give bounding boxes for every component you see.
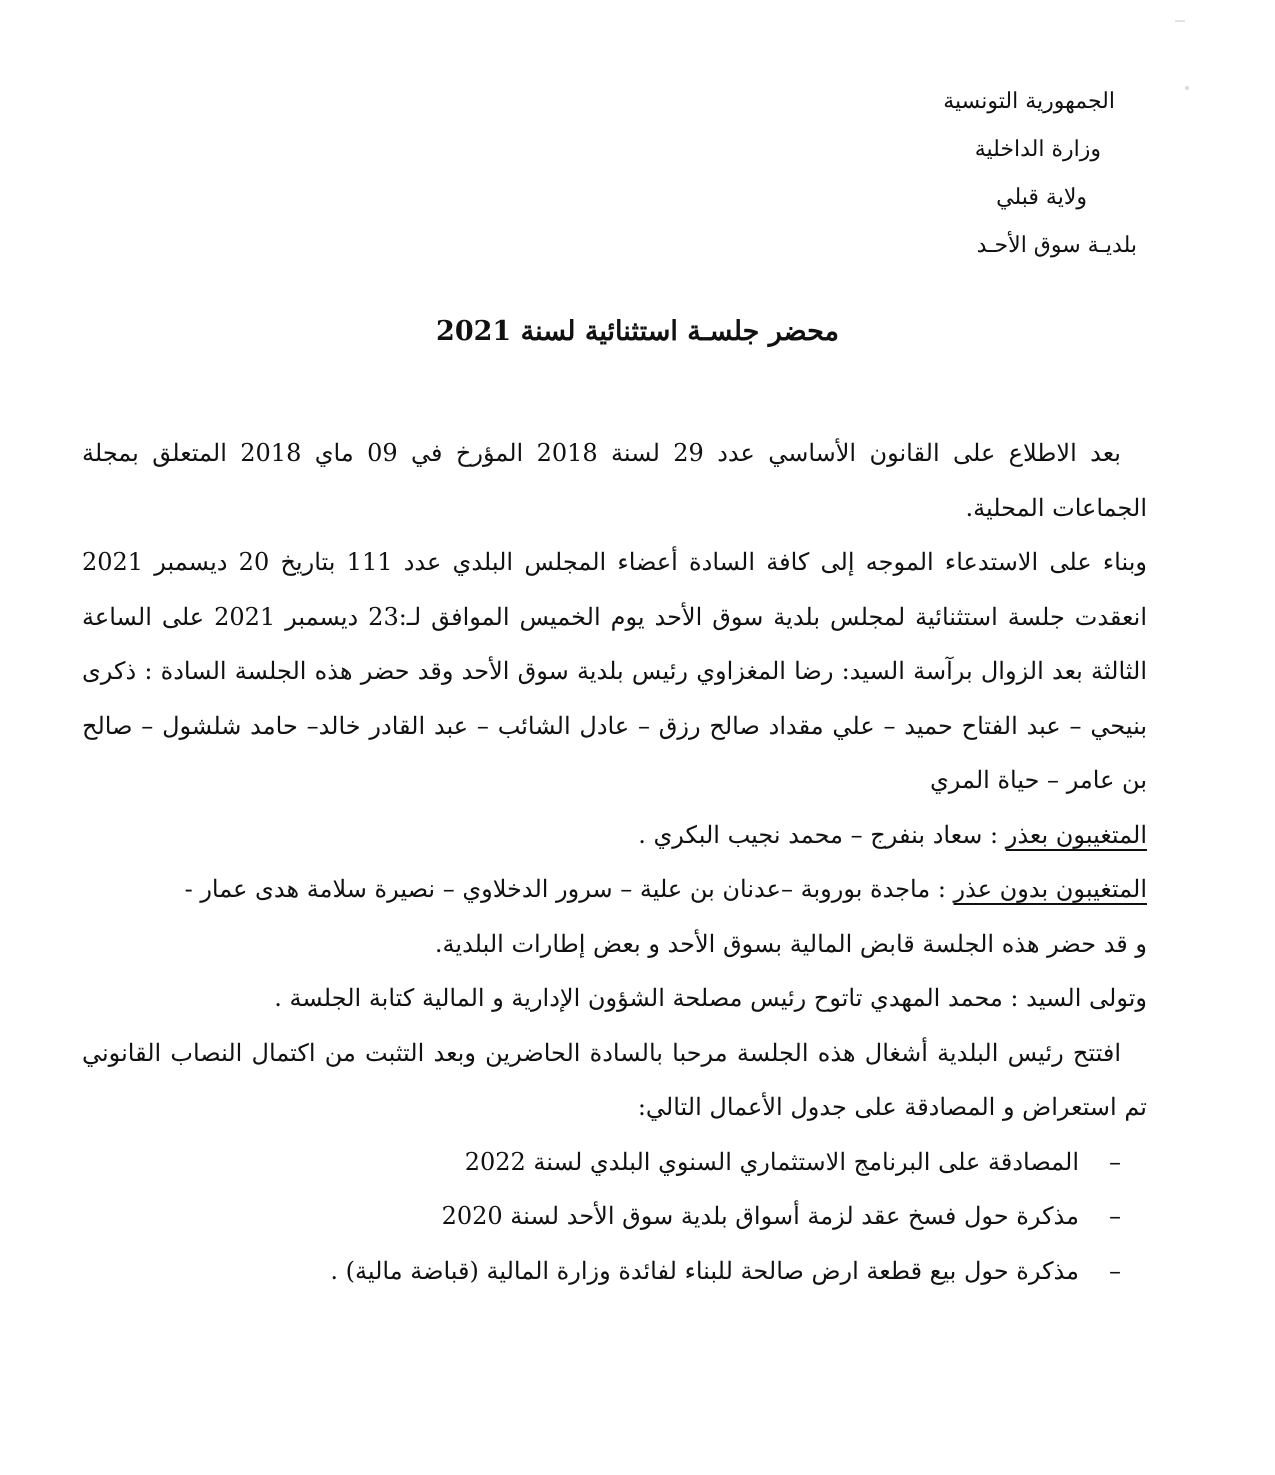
letterhead (845, 78, 1145, 270)
agenda-item (82, 1189, 1121, 1244)
paragraph-absent-excused (82, 808, 1147, 863)
agenda-item-text: مذكرة حول فسخ عقد لزمة أسواق بلدية سوق الأحد لسنة 2020 (441, 1202, 1079, 1230)
paragraph-legal-basis: بعد الاطلاع على القانون الأساسي عدد 29 لسنة 2018 المؤرخ في 09 ماي 2018 المتعلق بمجلة الجماعات المحلية. (82, 439, 1147, 522)
paragraph-convocation: وبناء على الاستدعاء الموجه إلى كافة السادة أعضاء المجلس البلدي عدد 111 بتاريخ 20 ديسمبر 2021 انعقدت جلسة استثنائية لمجلس بلدية سوق الأحد يوم الخميس الموافق لـ:23 ديسمبر 2021 على الساعة الثالثة بعد الزوال برآسة السيد: رضا المغزاوي رئيس بلدية سوق الأحد وقد حضر هذه الجلسة السادة : ذكرى بنيحي – عبد الفتاح حميد – علي مقداد صالح رزق – عادل الشائب – عبد القادر خالد– حامد شلشول – صالح بن عامر – حياة المري (82, 548, 1147, 794)
agenda-item-text: مذكرة حول بيع قطعة ارض صالحة للبناء لفائدة وزارة المالية (قباضة مالية) . (330, 1256, 1079, 1285)
agenda-item (82, 1244, 1121, 1299)
agenda-bullet: – (1109, 1147, 1121, 1176)
paragraph-attendance: و قد حضر هذه الجلسة قابض المالية بسوق الأحد و بعض إطارات البلدية. (434, 929, 1147, 958)
scan-speck (1175, 20, 1185, 22)
agenda-bullet: – (1109, 1202, 1121, 1230)
letterhead-governorate: ولاية قبلي (996, 185, 1087, 210)
agenda-list (82, 1135, 1147, 1299)
letterhead-republic: الجمهورية التونسية (943, 89, 1115, 114)
absent-excused-names: : سعاد بنفرج – محمد نجيب البكري . (638, 820, 1006, 849)
document-body (82, 426, 1147, 1298)
absent-excused-label: المتغيبون بعذر (1005, 820, 1147, 849)
letterhead-municipality: بلديـة سوق الأحـد (976, 233, 1137, 258)
agenda-bullet: – (1109, 1256, 1121, 1285)
absent-unexcused-names: : ماجدة بوروبة –عدنان بن علية – سرور الدخلاوي – نصيرة سلامة هدى عمار - (184, 875, 954, 903)
letterhead-ministry: وزارة الداخلية (974, 137, 1101, 162)
scan-speck (1185, 86, 1189, 90)
paragraph-opening: افتتح رئيس البلدية أشغال هذه الجلسة مرحبا بالسادة الحاضرين وبعد التثبت من اكتمال النصاب القانوني تم استعراض و المصادقة على جدول الأعمال التالي: (82, 1038, 1147, 1121)
paragraph-secretary: وتولى السيد : محمد المهدي تاتوح رئيس مصلحة الشؤون الإدارية و المالية كتابة الجلسة . (274, 984, 1147, 1012)
paragraph-absent-unexcused (82, 862, 1147, 917)
agenda-item-text: المصادقة على البرنامج الاستثماري السنوي البلدي لسنة 2022 (464, 1147, 1079, 1176)
absent-unexcused-label: المتغيبون بدون عذر (953, 875, 1147, 903)
document-title: محضر جلسـة استثنائية لسنة 2021 (436, 316, 839, 347)
agenda-item (82, 1135, 1121, 1190)
